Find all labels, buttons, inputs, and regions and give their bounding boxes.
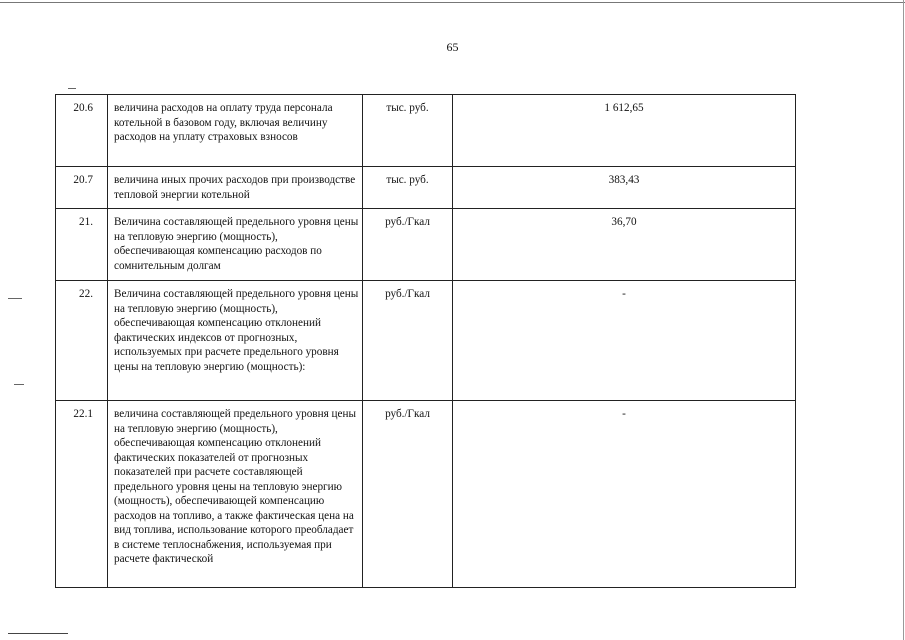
table-row: [56, 209, 796, 281]
row-unit: тыс. руб.: [363, 167, 453, 209]
row-name: величина иных прочих расходов при производстве тепловой энергии котельной: [108, 167, 363, 209]
row-name: величина расходов на оплату труда персонала котельной в базовом году, включая величину расходов на уплату страховых взносов: [108, 95, 363, 167]
row-unit: руб./Гкал: [363, 209, 453, 281]
scan-artifact: [68, 88, 76, 89]
scan-artifact: [8, 298, 22, 299]
row-unit: тыс. руб.: [363, 95, 453, 167]
row-value: 1 612,65: [453, 95, 796, 167]
row-number: 22.: [56, 281, 108, 401]
page-top-edge: [0, 2, 905, 3]
row-unit: руб./Гкал: [363, 281, 453, 401]
row-unit: руб./Гкал: [363, 401, 453, 588]
parameters-table: [55, 94, 796, 588]
scan-artifact: [14, 384, 24, 385]
row-number: 20.6: [56, 95, 108, 167]
row-name: величина составляющей предельного уровня цены на тепловую энергию (мощность), обеспечивающая компенсацию отклонений фактических показателей от прогнозных показателей при расчете составляющей предельного уровня цены на тепловую энергию (мощность), обеспечивающей компенсацию расходов на топливо, а также фактическая цена на вид топлива, использование которого преобладает в системе теплоснабжения, используемая при расчете фактической: [108, 401, 363, 588]
page-right-edge: [903, 0, 904, 640]
row-value: -: [453, 281, 796, 401]
table-row: [56, 95, 796, 167]
table-row: [56, 281, 796, 401]
row-value: -: [453, 401, 796, 588]
row-value: 36,70: [453, 209, 796, 281]
table-row: [56, 401, 796, 588]
row-value: 383,43: [453, 167, 796, 209]
row-name: Величина составляющей предельного уровня цены на тепловую энергию (мощность), обеспечивающая компенсацию отклонений фактических индексов от прогнозных, используемых при расчете предельного уровня цены на тепловую энергию (мощность):: [108, 281, 363, 401]
row-number: 22.1: [56, 401, 108, 588]
row-number: 20.7: [56, 167, 108, 209]
row-number: 21.: [56, 209, 108, 281]
table-row: [56, 167, 796, 209]
page-bottom-mark: [8, 633, 68, 634]
row-name: Величина составляющей предельного уровня цены на тепловую энергию (мощность), обеспечивающая компенсацию расходов по сомнительным долгам: [108, 209, 363, 281]
page-number: 65: [446, 40, 459, 54]
